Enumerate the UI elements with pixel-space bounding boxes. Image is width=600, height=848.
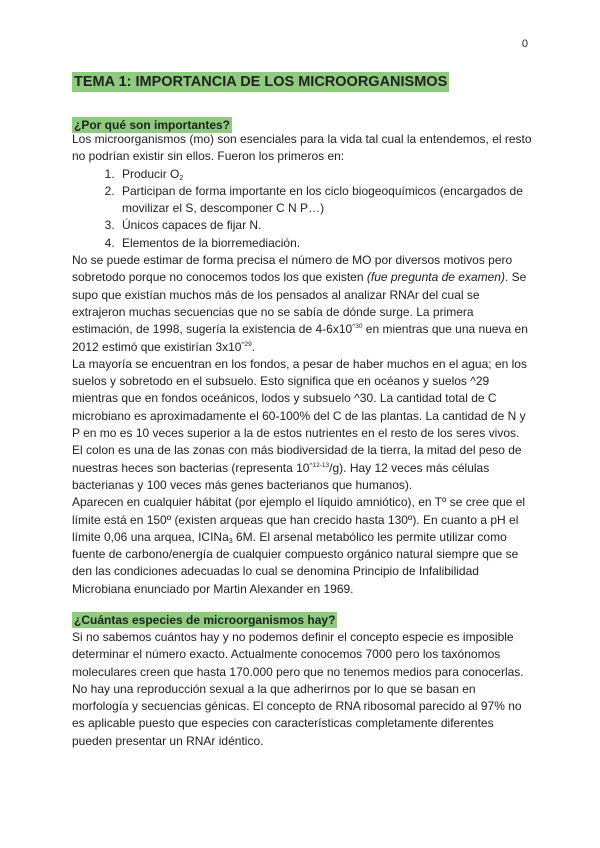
intro-paragraph: Los microorganismos (mo) son esenciales para la vida tal cual la entendemos, el resto no podrían existir sin ellos. Fueron los primeros en:	[72, 132, 532, 164]
estimation-paragraph: No se puede estimar de forma precisa el número de MO por diversos motivos pero sobretodo porque no conocemos todos los que existen (fue pregunta de examen). Se supo que existían muchos más de los pensados al analizar RNAr del cual se extrajeron muchas secuencias que no se sabía de dónde surge. La primera estimación, de 1998, sugería la existencia de $4-6x10^{\^{}30}$ en mientras que una nueva en 2012 estimó que existirían $3x10^{\^{}29}$.	[72, 253, 528, 354]
list-item: 1. Producir $O_2$	[118, 166, 532, 183]
document-title: TEMA 1: IMPORTANCIA DE LOS MICROORGANISMOS	[74, 74, 448, 90]
list-item: 4. Elementos de la biorremediación.	[118, 235, 532, 252]
page-number: 0	[521, 38, 528, 50]
distribution-paragraph: La mayoría se encuentran en los fondos, a pesar de haber muchos en el agua; en los suelos y sobretodo en el subsuelo. Esto significa que en océanos y suelos ^29 mientras que en fondos oceánicos, lodos y subsuelo ^30. La cantidad total de C microbiano es aproximadamente el 60-100% del C de las plantas. La cantidad de N y P en mo es 10 veces superior a la de estos nutrientes en el resto de los seres vivos. El colon es una de las zonas con más biodiversidad de la tierra, la mitad del peso de nuestras heces son bacterias (representa $10^{\^{}12-13}/g$). Hay 12 veces más células bacterianas y 100 veces más genes bacterianos que humanos).	[72, 356, 527, 492]
list-item: 3. Únicos capaces de fijar N.	[118, 217, 532, 234]
reasons-list	[72, 166, 532, 252]
habitat-paragraph: Aparecen en cualquier hábitat (por ejemplo el líquido amniótico), en Tº se cree que el límite está en 150º (existen arqueas que han crecido hasta 130º). En cuanto a pH el límite 0,06 una arquea, ICINa$_3$ 6M. El arsenal metabólico les permite utilizar como fuente de carbono/energía de cualquier compuesto orgánico natural siempre que se den las condiciones adecuadas lo cual se denomina Principio de Infalibilidad Microbiana enunciado por Martin Alexander en 1969.	[72, 495, 526, 596]
section-heading-importance: ¿Por qué son importantes?	[74, 118, 231, 132]
section-heading-species: ¿Cuántas especies de microorganismos hay?	[74, 613, 336, 627]
species-paragraph: Si no sabemos cuántos hay y no podemos definir el concepto especie es imposible determinar el número exacto. Actualmente conocemos 7000 pero los taxónomos moleculares creen que hasta 170.000 pero que no tenemos medios para conocerlas. No hay una reproducción sexual a la que adherirnos por lo que se basan en morfología y secuencias génicas. El concepto de RNA ribosomal parecido al 97% no es aplicable puesto que especies con características completamente diferentes pueden presentar un RNAr idéntico.	[72, 630, 524, 748]
list-item: 2. Participan de forma importante en los ciclo biogeoquímicos (encargados de movilizar el S, descomponer C N P…)	[118, 183, 532, 218]
section-body-importance	[72, 131, 532, 598]
section-body-species	[72, 629, 532, 750]
